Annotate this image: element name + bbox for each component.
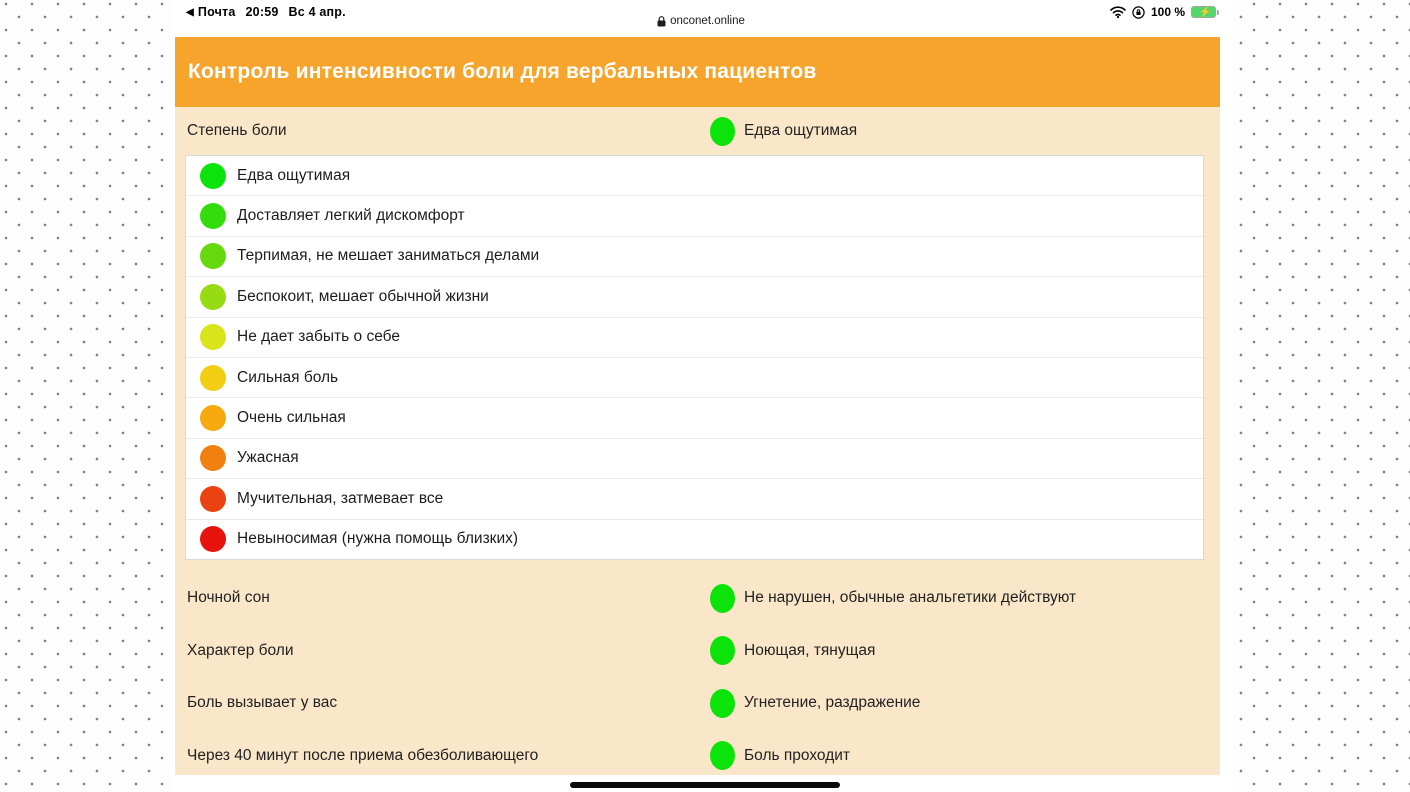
pain-level-option-6[interactable]	[186, 357, 1203, 397]
orientation-lock-icon	[1132, 6, 1145, 19]
home-indicator[interactable]	[570, 782, 840, 788]
pain-causes-dot	[710, 689, 735, 718]
option-label: Невыносимая (нужна помощь близких)	[237, 530, 519, 548]
severity-dot-1	[200, 163, 226, 189]
severity-dot-9	[200, 486, 226, 512]
battery-percent-label: 100 %	[1150, 5, 1185, 19]
status-bar-right	[1110, 5, 1216, 19]
pain-character-text: Ноющая, тянущая	[744, 641, 876, 659]
pain-level-selected-text: Едва ощутимая	[744, 122, 858, 139]
pain-level-option-3[interactable]	[186, 236, 1203, 276]
url-text: onconet.online	[670, 15, 745, 27]
pain-character-dot	[710, 636, 735, 665]
wifi-icon	[1110, 6, 1126, 18]
panel-header	[175, 37, 1220, 107]
option-label: Мучительная, затмевает все	[237, 489, 444, 507]
night-sleep-field	[175, 572, 1220, 625]
after-painkiller-label: Через 40 минут после приема обезболивающего	[187, 746, 539, 764]
lock-icon	[657, 16, 666, 27]
option-label: Очень сильная	[237, 409, 346, 427]
option-label: Сильная боль	[237, 368, 339, 386]
battery-charging-icon	[1191, 6, 1216, 18]
back-app-label: Почта	[197, 5, 236, 19]
night-sleep-label: Ночной сон	[187, 589, 270, 607]
after-painkiller-value[interactable]	[710, 741, 850, 770]
panel-body	[175, 107, 1220, 775]
clock-date: Вс 4 апр.	[288, 5, 346, 19]
pain-level-option-8[interactable]	[186, 438, 1203, 478]
page-column	[170, 0, 1232, 792]
option-label: Доставляет легкий дискомфорт	[237, 207, 465, 225]
severity-dot-7	[200, 405, 226, 431]
option-label: Едва ощутимая	[237, 166, 351, 184]
address-bar[interactable]	[170, 15, 1232, 27]
severity-dot-10	[200, 526, 226, 552]
clock-time: 20:59	[245, 5, 279, 19]
status-bar	[170, 0, 1232, 33]
page-title: Контроль интенсивности боли для вербальных пациентов	[188, 60, 817, 83]
pain-control-panel	[175, 37, 1220, 775]
severity-dot-2	[200, 203, 226, 229]
pain-level-option-5[interactable]	[186, 317, 1203, 357]
severity-dot-8	[200, 445, 226, 471]
option-label: Не дает забыть о себе	[237, 328, 400, 346]
option-label: Ужасная	[237, 449, 299, 467]
back-arrow-icon: ◀	[186, 6, 194, 18]
question-rows	[175, 572, 1220, 782]
pain-level-option-9[interactable]	[186, 478, 1203, 518]
night-sleep-dot	[710, 584, 735, 613]
pain-causes-text: Угнетение, раздражение	[744, 694, 921, 712]
pain-level-label: Степень боли	[187, 122, 287, 139]
pain-causes-value[interactable]	[710, 689, 920, 718]
pain-level-selected-dot	[710, 117, 735, 146]
severity-dot-3	[200, 243, 226, 269]
severity-dot-4	[200, 284, 226, 310]
pain-level-option-7[interactable]	[186, 397, 1203, 437]
pain-character-label: Характер боли	[187, 641, 294, 659]
pain-level-option-10[interactable]	[186, 519, 1203, 559]
pain-character-field	[175, 624, 1220, 677]
pain-causes-field	[175, 677, 1220, 730]
severity-dot-5	[200, 324, 226, 350]
after-painkiller-dot	[710, 741, 735, 770]
option-label: Беспокоит, мешает обычной жизни	[237, 287, 489, 305]
pain-level-selected-value[interactable]	[710, 117, 857, 146]
pain-level-options-list	[185, 155, 1204, 560]
pain-character-value[interactable]	[710, 636, 875, 665]
charging-bolt-icon: ⚡	[1199, 7, 1212, 18]
after-painkiller-text: Боль проходит	[744, 746, 850, 764]
pain-level-option-4[interactable]	[186, 276, 1203, 316]
pain-level-field	[175, 107, 1220, 155]
night-sleep-text: Не нарушен, обычные анальгетики действуют	[744, 589, 1077, 607]
night-sleep-value[interactable]	[710, 584, 1076, 613]
pain-causes-label: Боль вызывает у вас	[187, 694, 338, 712]
pain-level-option-1[interactable]	[186, 156, 1203, 195]
pain-level-option-2[interactable]	[186, 195, 1203, 235]
severity-dot-6	[200, 365, 226, 391]
option-label: Терпимая, не мешает заниматься делами	[237, 247, 540, 265]
